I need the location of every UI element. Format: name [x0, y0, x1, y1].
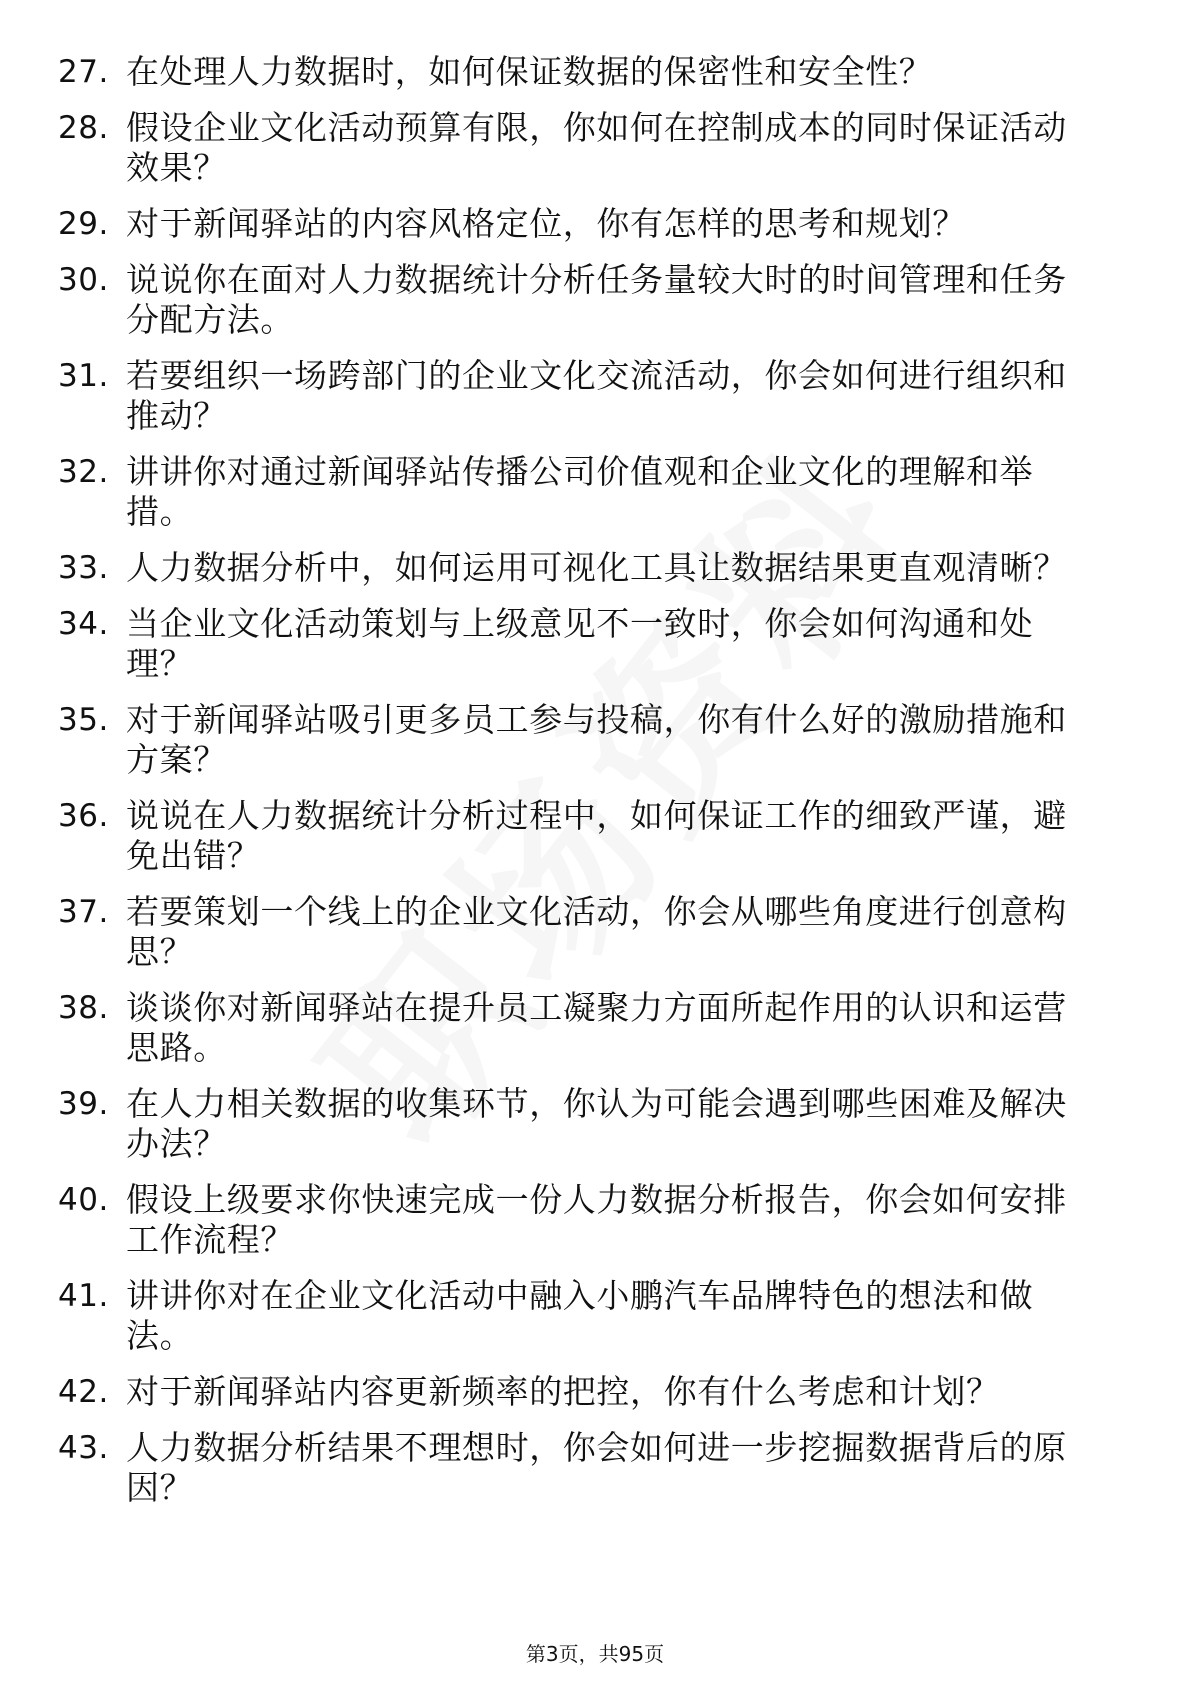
question-number: 42.: [58, 1374, 109, 1410]
question-text: [126, 1372, 1116, 1412]
question-text-line: 讲讲你对在企业文化活动中融入小鹏汽车品牌特色的想法和做: [126, 1276, 1034, 1315]
question-number: 37.: [58, 894, 109, 930]
question-text: [126, 52, 1116, 92]
question-text-line: 若要策划一个线上的企业文化活动，你会从哪些角度进行创意构: [126, 892, 1067, 931]
question-number: 38.: [58, 990, 109, 1026]
question-text: [126, 604, 1116, 684]
question-text: [126, 452, 1116, 532]
question-number: 33.: [58, 550, 109, 586]
question-number: 30.: [58, 262, 109, 298]
question-number: 29.: [58, 206, 109, 242]
question-text-line: 措。: [126, 492, 194, 531]
question-text: [126, 1180, 1116, 1260]
page-number-label: 第3页，共95页: [525, 1642, 665, 1666]
question-text-line: 谈谈你对新闻驿站在提升员工凝聚力方面所起作用的认识和运营: [126, 988, 1067, 1027]
question-text-line: 若要组织一场跨部门的企业文化交流活动，你会如何进行组织和: [126, 356, 1067, 395]
question-text-line: 办法？: [126, 1124, 227, 1163]
question-text: [126, 1276, 1116, 1356]
question-text-line: 说说在人力数据统计分析过程中，如何保证工作的细致严谨，避: [126, 796, 1067, 835]
question-text: [126, 892, 1116, 972]
question-text: [126, 700, 1116, 780]
question-text-line: 方案？: [126, 740, 227, 779]
question-number: 34.: [58, 606, 109, 642]
question-text: [126, 204, 1116, 244]
question-number: 36.: [58, 798, 109, 834]
question-text: [126, 796, 1116, 876]
question-text-line: 免出错？: [126, 836, 261, 875]
question-number: 41.: [58, 1278, 109, 1314]
question-text-line: 讲讲你对通过新闻驿站传播公司价值观和企业文化的理解和举: [126, 452, 1034, 491]
question-text-line: 在人力相关数据的收集环节，你认为可能会遇到哪些困难及解决: [126, 1084, 1067, 1123]
question-number: 43.: [58, 1430, 109, 1466]
question-text-line: 人力数据分析中，如何运用可视化工具让数据结果更直观清晰？: [126, 548, 1067, 587]
question-number: 31.: [58, 358, 109, 394]
question-text: [126, 1428, 1116, 1508]
question-text: [126, 988, 1116, 1068]
question-text-line: 推动？: [126, 396, 227, 435]
question-text-line: 在处理人力数据时，如何保证数据的保密性和安全性？: [126, 52, 933, 91]
question-text-line: 因？: [126, 1468, 194, 1507]
question-text: [126, 108, 1116, 188]
question-number: 39.: [58, 1086, 109, 1122]
question-text-line: 效果？: [126, 148, 227, 187]
question-text: [126, 260, 1116, 340]
question-text-line: 对于新闻驿站内容更新频率的把控，你有什么考虑和计划？: [126, 1372, 1000, 1411]
question-text-line: 对于新闻驿站的内容风格定位，你有怎样的思考和规划？: [126, 204, 966, 243]
question-text-line: 分配方法。: [126, 300, 294, 339]
question-text: [126, 1084, 1116, 1164]
page-footer: [0, 1640, 1190, 1668]
question-text: [126, 548, 1116, 588]
question-text-line: 思路。: [126, 1028, 227, 1067]
question-number: 27.: [58, 54, 109, 90]
question-text-line: 法。: [126, 1316, 194, 1355]
question-text: [126, 356, 1116, 436]
question-text-line: 对于新闻驿站吸引更多员工参与投稿，你有什么好的激励措施和: [126, 700, 1067, 739]
question-number: 28.: [58, 110, 109, 146]
question-text-line: 假设企业文化活动预算有限，你如何在控制成本的同时保证活动: [126, 108, 1067, 147]
question-text-line: 理？: [126, 644, 194, 683]
question-text-line: 假设上级要求你快速完成一份人力数据分析报告，你会如何安排: [126, 1180, 1067, 1219]
question-text-line: 当企业文化活动策划与上级意见不一致时，你会如何沟通和处: [126, 604, 1034, 643]
question-text-line: 说说你在面对人力数据统计分析任务量较大时的时间管理和任务: [126, 260, 1067, 299]
question-text-line: 思？: [126, 932, 194, 971]
question-text-line: 工作流程？: [126, 1220, 294, 1259]
question-number: 35.: [58, 702, 109, 738]
question-number: 32.: [58, 454, 109, 490]
question-text-line: 人力数据分析结果不理想时，你会如何进一步挖掘数据背后的原: [126, 1428, 1067, 1467]
question-number: 40.: [58, 1182, 109, 1218]
